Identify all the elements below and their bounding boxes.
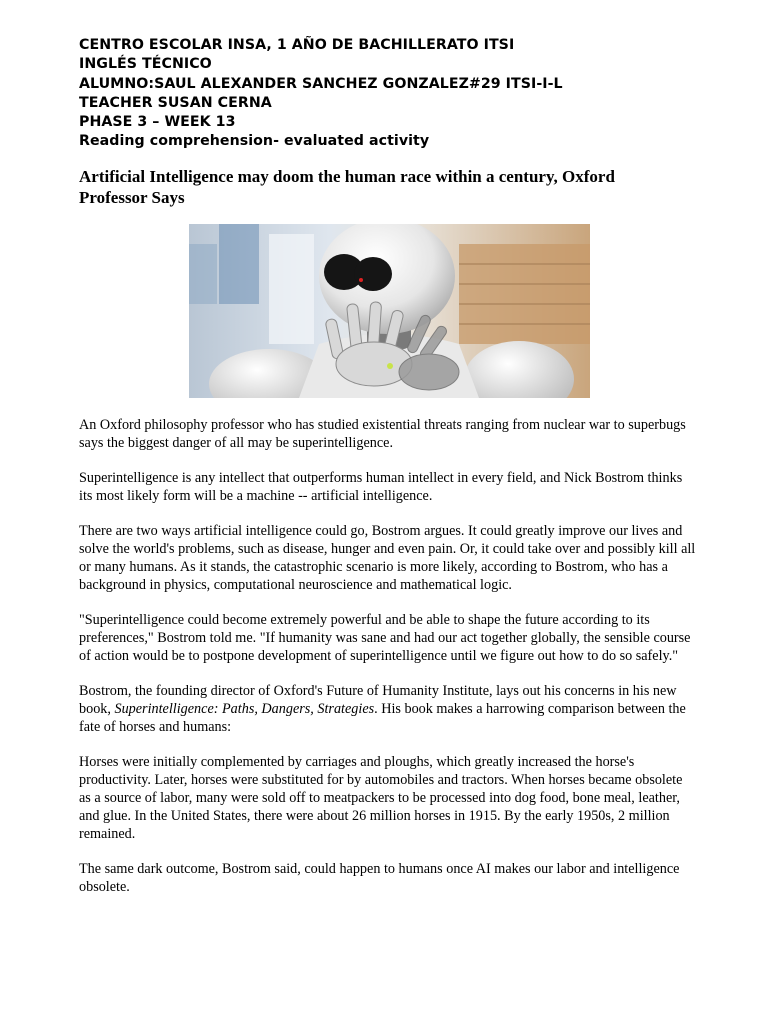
article-title: Artificial Intelligence may doom the human race within a century, Oxford Professor Says bbox=[79, 167, 615, 207]
subject-name: INGLÉS TÉCNICO bbox=[79, 56, 212, 73]
activity-title: Reading comprehension- evaluated activity bbox=[79, 133, 430, 150]
phase-week: PHASE 3 – WEEK 13 bbox=[79, 114, 236, 131]
student-name: ALUMNO:SAUL ALEXANDER SANCHEZ GONZALEZ#29 ITSI-I-L bbox=[79, 75, 563, 92]
book-title: Superintelligence: Paths, Dangers, Strategies bbox=[114, 701, 375, 717]
paragraph-4: "Superintelligence could become extremely powerful and be able to shape the future according to its preferences," Bostrom told me. "If humanity was sane and had our act together globally, the sensible course of action would be to postpone development of superintelligence until we figure out how to do so safely." bbox=[79, 612, 691, 664]
paragraph-6: Horses were initially complemented by carriages and ploughs, which greatly increased the horse's productivity. Later, horses were substituted for by automobiles and tractors. When horses became obsolete as a source of labor, many were sold off to meatpackers to be processed into dog food, bone meal, leather, and glue. In the United States, there were about 26 million horses in 1915. By the early 1950s, 2 million remained. bbox=[79, 754, 683, 842]
paragraph-5 bbox=[79, 682, 697, 736]
document-header bbox=[79, 36, 563, 152]
paragraph-5-intro: Bostrom, the founding director of Oxford's Future of Humanity Institute, lays out his concerns in his new book, bbox=[79, 683, 677, 717]
school-name: CENTRO ESCOLAR INSA, 1 AÑO DE BACHILLERATO ITSI bbox=[79, 37, 515, 53]
paragraph-5-outro: . His book makes a harrowing comparison between the fate of horses and humans: bbox=[79, 701, 686, 735]
paragraph-3: There are two ways artificial intelligence could go, Bostrom argues. It could greatly improve our lives and solve the world's problems, such as disease, hunger and even pain. Or, it could take over and possibly kill all or many humans. As it stands, the catastrophic scenario is more likely, according to Bostrom, who has a background in physics, computational neuroscience and mathematical logic. bbox=[79, 523, 696, 593]
paragraph-2: Superintelligence is any intellect that outperforms human intellect in every field, and Nick Bostrom thinks its most likely form will be a machine -- artificial intelligence. bbox=[79, 470, 683, 504]
article-body bbox=[79, 416, 697, 913]
paragraph-7: The same dark outcome, Bostrom said, could happen to humans once AI makes our labor and intelligence obsolete. bbox=[79, 861, 680, 895]
teacher-name: TEACHER SUSAN CERNA bbox=[79, 94, 272, 111]
humanoid-robot-photo bbox=[189, 224, 590, 398]
paragraph-1: An Oxford philosophy professor who has studied existential threats ranging from nuclear war to superbugs says the biggest danger of all may be superintelligence. bbox=[79, 417, 686, 451]
